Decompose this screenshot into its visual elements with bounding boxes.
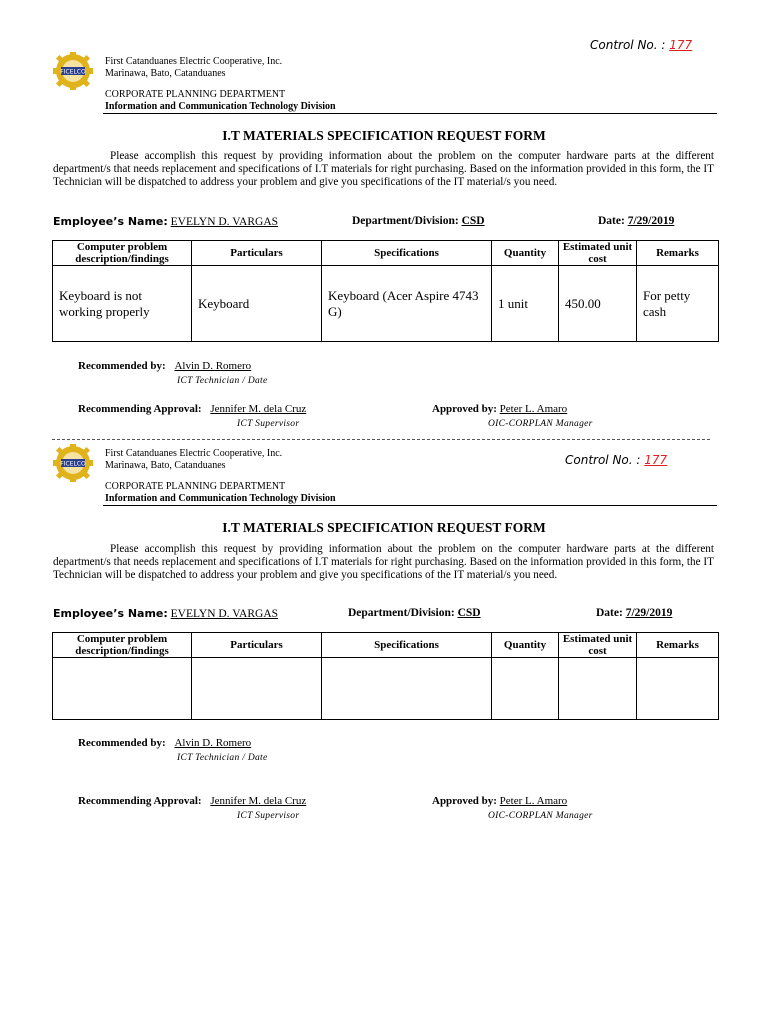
- control-number: [565, 453, 667, 467]
- approved-name: Peter L. Amaro: [499, 403, 568, 415]
- department-label: Department/Division:: [348, 607, 455, 619]
- header-cell: Estimated unit cost: [559, 633, 637, 658]
- request-table: [52, 632, 719, 720]
- table-header-row: [53, 633, 719, 658]
- header-cell: Remarks: [637, 633, 719, 658]
- recommending-label: Recommending Approval:: [78, 403, 202, 415]
- form-title: I.T MATERIALS SPECIFICATION REQUEST FORM: [222, 128, 546, 143]
- header-cell: Computer problem description/findings: [53, 633, 192, 658]
- header-cell: Specifications: [322, 633, 492, 658]
- table-cell: Keyboard: [192, 266, 322, 342]
- recommended-by: [78, 737, 251, 749]
- department-value: CSD: [461, 215, 485, 227]
- table-row: [53, 266, 719, 342]
- recommending-name: Jennifer M. dela Cruz: [210, 795, 307, 807]
- employee-label: Employee’s Name:: [53, 607, 168, 620]
- approved-by: [432, 795, 567, 807]
- employee-field: [53, 215, 278, 228]
- table-cell: Keyboard (Acer Aspire 4743 G): [322, 266, 492, 342]
- header-cell: Remarks: [637, 241, 719, 266]
- date-value: 7/29/2019: [625, 607, 673, 619]
- header-cell: Specifications: [322, 241, 492, 266]
- table-cell: [53, 658, 192, 720]
- recommending-approval: [78, 403, 306, 415]
- employee-name: EVELYN D. VARGAS: [170, 608, 279, 620]
- table-cell: [192, 658, 322, 720]
- approved-label: Approved by:: [432, 795, 497, 807]
- table-cell: [492, 658, 559, 720]
- company-address: Marinawa, Bato, Catanduanes: [105, 460, 226, 471]
- cut-line: [52, 439, 710, 440]
- date-field: [598, 215, 674, 227]
- header-cell: Quantity: [492, 241, 559, 266]
- recommending-role: ICT Supervisor: [237, 419, 300, 429]
- company-name: First Catanduanes Electric Cooperative, Inc.: [105, 56, 283, 67]
- company-name: First Catanduanes Electric Cooperative, Inc.: [105, 448, 283, 459]
- approved-role: OIC-CORPLAN Manager: [488, 811, 593, 821]
- header-rule: [103, 505, 717, 506]
- logo-text: FICELCO: [60, 460, 86, 468]
- table-cell: Keyboard is not working properly: [53, 266, 192, 342]
- table-cell: [322, 658, 492, 720]
- division-heading: Information and Communication Technology Division: [105, 493, 336, 504]
- company-logo: [48, 52, 98, 90]
- employee-label: Employee’s Name:: [53, 215, 168, 228]
- department-heading: CORPORATE PLANNING DEPARTMENT: [105, 481, 286, 492]
- employee-name: EVELYN D. VARGAS: [170, 216, 279, 228]
- company-address: Marinawa, Bato, Catanduanes: [105, 68, 226, 79]
- employee-field: [53, 607, 278, 620]
- control-label: Control No. :: [590, 38, 666, 52]
- control-number-value: 177: [669, 38, 693, 52]
- recommended-role: ICT Technician / Date: [177, 376, 268, 386]
- recommended-role: ICT Technician / Date: [177, 753, 268, 763]
- header-cell: Particulars: [192, 633, 322, 658]
- control-number: [590, 38, 692, 52]
- department-label: Department/Division:: [352, 215, 459, 227]
- table-cell: 1 unit: [492, 266, 559, 342]
- recommended-label: Recommended by:: [78, 360, 166, 372]
- header-cell: Particulars: [192, 241, 322, 266]
- logo-text: FICELCO: [60, 68, 86, 76]
- form-title: I.T MATERIALS SPECIFICATION REQUEST FORM: [222, 520, 546, 535]
- recommended-by: [78, 360, 251, 372]
- recommending-label: Recommending Approval:: [78, 795, 202, 807]
- approved-label: Approved by:: [432, 403, 497, 415]
- department-field: [348, 607, 481, 619]
- approved-name: Peter L. Amaro: [499, 795, 568, 807]
- form-intro: Please accomplish this request by providing information about the problem on the computer hardware parts at the different department/s that needs replacement and specifications of I.T materials for right purchasing. Based on the information provided in this form, the IT Technician will be dispatched to address your problem and give you specifications of the IT material/s you need.: [53, 543, 714, 581]
- company-logo: [48, 444, 98, 482]
- header-cell: Estimated unit cost: [559, 241, 637, 266]
- date-value: 7/29/2019: [627, 215, 675, 227]
- table-cell: [637, 658, 719, 720]
- recommending-approval: [78, 795, 306, 807]
- date-field: [596, 607, 672, 619]
- approved-role: OIC-CORPLAN Manager: [488, 419, 593, 429]
- recommended-name: Alvin D. Romero: [174, 360, 252, 372]
- control-label: Control No. :: [565, 453, 641, 467]
- header-rule: [103, 113, 717, 114]
- department-heading: CORPORATE PLANNING DEPARTMENT: [105, 89, 286, 100]
- table-cell: 450.00: [559, 266, 637, 342]
- date-label: Date:: [598, 215, 625, 227]
- recommended-name: Alvin D. Romero: [174, 737, 252, 749]
- approved-by: [432, 403, 567, 415]
- control-number-value: 177: [644, 453, 668, 467]
- table-row: [53, 658, 719, 720]
- request-table: [52, 240, 719, 342]
- table-cell: [559, 658, 637, 720]
- date-label: Date:: [596, 607, 623, 619]
- header-cell: Quantity: [492, 633, 559, 658]
- division-heading: Information and Communication Technology Division: [105, 101, 336, 112]
- recommending-name: Jennifer M. dela Cruz: [210, 403, 307, 415]
- department-field: [352, 215, 485, 227]
- table-cell: For petty cash: [637, 266, 719, 342]
- form-intro: Please accomplish this request by providing information about the problem on the computer hardware parts at the different department/s that needs replacement and specifications of I.T materials for right purchasing. Based on the information provided in this form, the IT Technician will be dispatched to address your problem and give you specifications of the IT material/s you need.: [53, 150, 714, 188]
- department-value: CSD: [457, 607, 481, 619]
- table-header-row: [53, 241, 719, 266]
- recommending-role: ICT Supervisor: [237, 811, 300, 821]
- header-cell: Computer problem description/findings: [53, 241, 192, 266]
- recommended-label: Recommended by:: [78, 737, 166, 749]
